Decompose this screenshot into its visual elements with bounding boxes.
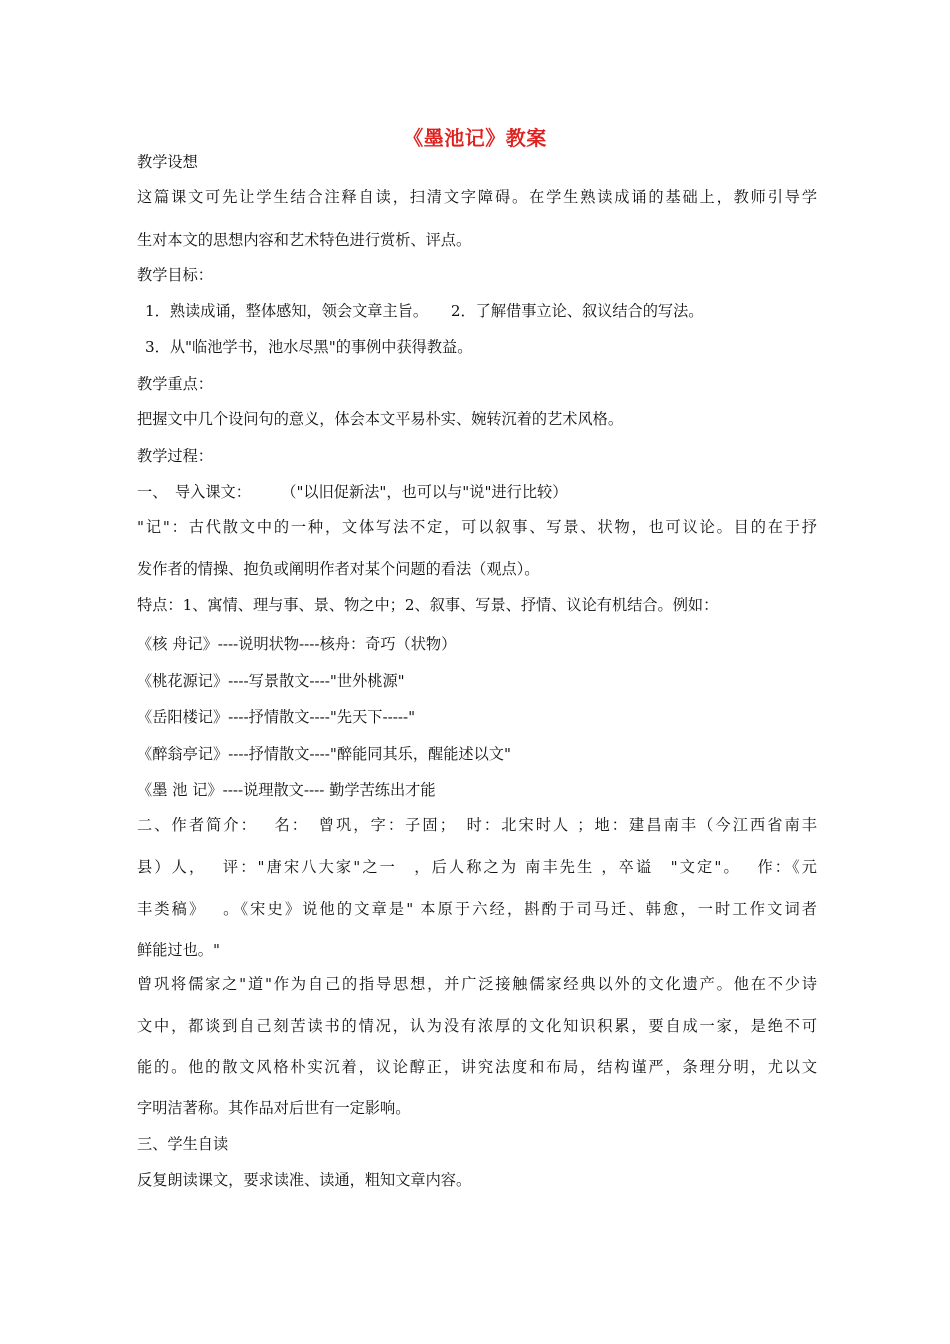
paragraph-line: 发作者的情操、抱负或阐明作者对某个问题的看法（观点）。	[137, 560, 540, 578]
paragraph-line: 把握文中几个设问句的意义，体会本文平易朴实、婉转沉着的艺术风格。	[137, 410, 623, 428]
heading-teaching-idea: 教学设想	[137, 153, 198, 171]
paragraph-line: 反复朗读课文，要求读准、读通，粗知文章内容。	[137, 1171, 472, 1189]
example-item: 《墨 池 记》----说理散文---- 勤学苦练出才能	[137, 781, 436, 799]
section-heading: 三、学生自读	[137, 1135, 229, 1153]
paragraph-line: 字明洁著称。其作品对后世有一定影响。	[137, 1099, 411, 1117]
paragraph-line: 生对本文的思想内容和艺术特色进行赏析、评点。	[137, 231, 472, 249]
goal-item: 3．从"临池学书，池水尽黑"的事例中获得教益。	[145, 338, 473, 356]
paragraph-line: 这篇课文可先让学生结合注释自读，扫清文字障碍。在学生熟读成诵的基础上，教师引导学	[137, 188, 817, 206]
heading-teaching-goals: 教学目标：	[137, 266, 213, 284]
paragraph-line: 曾巩将儒家之"道"作为自己的指导思想，并广泛接触儒家经典以外的文化遗产。他在不少诗	[137, 975, 817, 993]
example-item: 《岳阳楼记》----抒情散文----"先天下-----"	[137, 708, 416, 726]
document-title: 《墨池记》教案	[403, 126, 547, 150]
goal-item: 1．熟读成诵，整体感知，领会文章主旨。 2．了解借事立论、叙议结合的写法。	[145, 302, 704, 320]
example-item: 《桃花源记》----写景散文----"世外桃源"	[137, 672, 405, 690]
example-item: 《醉翁亭记》----抒情散文----"醉能同其乐，醒能述以文"	[137, 745, 511, 763]
paragraph-line: 二、作者简介： 名： 曾巩，字：子固； 时：北宋时人 ；地：建昌南丰（今江西省南丰	[137, 816, 817, 834]
paragraph-line: 丰类稿》 。《宋史》说他的文章是" 本原于六经，斟酌于司马迁、韩愈，一时工作文词者	[137, 900, 817, 918]
paragraph-line: 文中，都谈到自己刻苦读书的情况，认为没有浓厚的文化知识积累，要自成一家，是绝不可	[137, 1017, 817, 1035]
example-item: 《核 舟记》----说明状物----核舟：奇巧（状物）	[137, 635, 457, 653]
paragraph-line: 特点：1、寓情、理与事、景、物之中；2、叙事、写景、抒情、议论有机结合。例如：	[137, 596, 719, 614]
paragraph-line: "记"：古代散文中的一种，文体写法不定，可以叙事、写景、状物，也可议论。目的在于抒	[137, 518, 817, 536]
paragraph-line: 鲜能过也。"	[137, 941, 220, 959]
paragraph-line: 能的。他的散文风格朴实沉着，议论醇正，讲究法度和布局，结构谨严，条理分明，尤以文	[137, 1058, 817, 1076]
heading-teaching-process: 教学过程：	[137, 447, 213, 465]
heading-key-points: 教学重点：	[137, 375, 213, 393]
section-heading: 一、 导入课文： （"以旧促新法"，也可以与"说"进行比较）	[137, 483, 568, 501]
paragraph-line: 县）人， 评："唐宋八大家"之一 ，后人称之为 南丰先生 ，卒谥 "文定"。 作：《元	[137, 858, 817, 876]
